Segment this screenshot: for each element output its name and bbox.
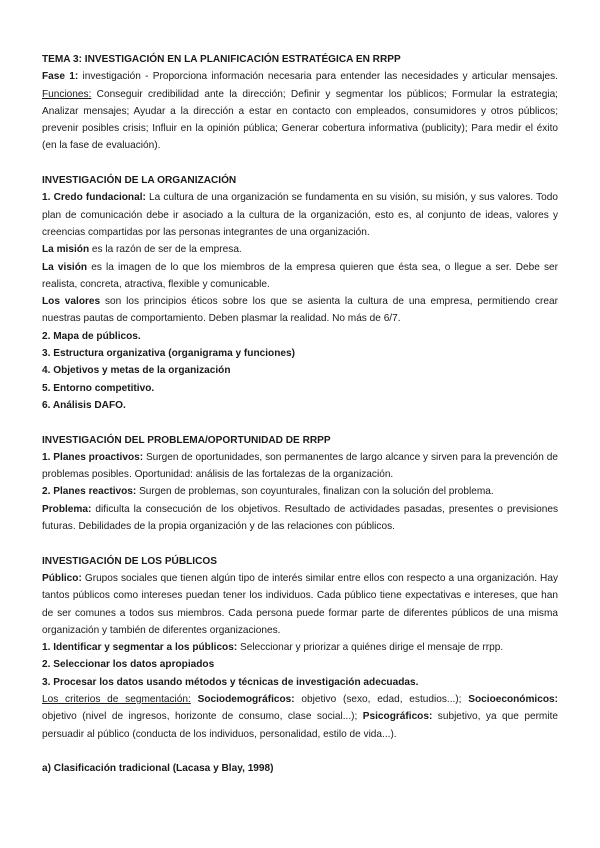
socioeco-label: Socioeconómicos: xyxy=(468,693,558,705)
valores-paragraph xyxy=(42,293,558,328)
socio-text: objetivo (sexo, edad, estudios...); xyxy=(294,693,469,705)
valores-text: son los principios éticos sobre los que se asienta la cultura de una empresa, permitiendo crear nuestras pautas de comportamiento. Deben plasmar la realidad. No más de 6/7. xyxy=(42,296,558,325)
org-item: 5. Entorno competitivo. xyxy=(42,382,155,394)
funciones-label: Funciones: xyxy=(42,88,92,100)
reactivos-text: Surgen de problemas, son coyunturales, finalizan con la solución del problema. xyxy=(136,486,494,498)
valores-label: Los valores xyxy=(42,296,101,308)
problema-label: Problema: xyxy=(42,503,92,515)
reactivos-label: 2. Planes reactivos: xyxy=(42,486,137,498)
psico-text: subjetivo, ya que permite persuadir al público (conducta de los individuos, personalidad, estilo de vida...). xyxy=(42,711,558,740)
vision-label: La visión xyxy=(42,261,88,273)
psico-label: Psicográficos: xyxy=(362,711,433,723)
credo-text: La cultura de una organización se fundamenta en su visión, su misión, y sus valores. Todo plan de comunicación debe ir asociado a la cultura de la organización, esto es, al conjunto de ideas, valores y creencias compartidas por las personas integrantes de una organización. xyxy=(42,192,558,238)
problema-heading: INVESTIGACIÓN DEL PROBLEMA/OPORTUNIDAD DE RRPP xyxy=(42,434,331,446)
org-item: 4. Objetivos y metas de la organización xyxy=(42,365,231,377)
step1-label: 1. Identificar y segmentar a los públicos: xyxy=(42,642,238,654)
clasificacion-heading: a) Clasificación tradicional (Lacasa y Blay, 1998) xyxy=(42,763,274,775)
fase1-paragraph xyxy=(42,68,558,154)
publico-text: Grupos sociales que tienen algún tipo de interés similar entre ellos con respecto a una organización. Hay tantos públicos como intereses puedan tener los individuos. Cada público tiene expectativas e intereses, que han de ser comunes a todos sus miembros. Cada persona puede formar parte de diferentes públicos de una misma organización y también de diferentes organizaciones. xyxy=(42,572,558,636)
step1-text: Seleccionar y priorizar a quiénes dirige el mensaje de rrpp. xyxy=(237,642,504,654)
credo-label: 1. Credo fundacional: xyxy=(42,192,146,204)
step2-paragraph: 2. Seleccionar los datos apropiados xyxy=(42,659,215,671)
publico-label: Público: xyxy=(42,572,82,584)
proactivos-paragraph xyxy=(42,449,558,484)
publico-paragraph xyxy=(42,570,558,639)
mision-text: es la razón de ser de la empresa. xyxy=(89,244,242,256)
fase1-intro: investigación - Proporciona información necesaria para entender las necesidades y articular mensajes. xyxy=(78,71,558,83)
reactivos-paragraph xyxy=(42,483,558,500)
proactivos-text: Surgen de oportunidades, son permanentes de largo alcance y sirven para la prevención de problemas posibles. Oportunidad: análisis de las fortalezas de la organización. xyxy=(42,451,558,481)
org-item: 2. Mapa de públicos. xyxy=(42,330,141,342)
fase1-label: Fase 1: xyxy=(42,71,79,83)
socio-label: Sociodemográficos: xyxy=(197,693,295,705)
org-item: 6. Análisis DAFO. xyxy=(42,399,126,411)
org-item: 3. Estructura organizativa (organigrama y funciones) xyxy=(42,348,295,360)
criterios-label: Los criterios de segmentación: xyxy=(42,693,191,705)
problema-paragraph xyxy=(42,501,558,536)
publicos-heading: INVESTIGACIÓN DE LOS PÚBLICOS xyxy=(42,555,217,567)
funciones-text: Conseguir credibilidad ante la dirección; Definir y segmentar los públicos; Formular la estrategia; Analizar mensajes; Ayudar a la dirección a estar en contacto con empleados, consumidores y otros públicos; prevenir posibles crisis; Influir en la opinión pública; Generar cobertura informativa (publicity); Para medir el éxito (en la fase de evaluación). xyxy=(42,88,558,152)
mision-label: La misión xyxy=(42,244,90,256)
proactivos-label: 1. Planes proactivos: xyxy=(42,451,144,463)
org-heading: INVESTIGACIÓN DE LA ORGANIZACIÓN xyxy=(42,175,237,187)
step3-paragraph: 3. Procesar los datos usando métodos y técnicas de investigación adecuadas. xyxy=(42,676,419,688)
credo-paragraph xyxy=(42,189,558,241)
vision-paragraph xyxy=(42,259,558,294)
step1-paragraph xyxy=(42,639,558,656)
socioeco-text: objetivo (nivel de ingresos, horizonte de consumo, clase social...); xyxy=(42,711,363,723)
problema-text: dificulta la consecución de los objetivos. Resultado de actividades pasadas, presentes o previsiones futuras. Debilidades de la propia organización y de las relaciones con públicos. xyxy=(42,503,558,533)
criterios-paragraph xyxy=(42,691,558,743)
mision-paragraph xyxy=(42,241,558,258)
vision-text: es la imagen de lo que los miembros de la empresa quieren que ésta sea, o llegue a ser. Debe ser realista, concreta, atractiva, flexible y comunicable. xyxy=(42,261,558,290)
document-title: TEMA 3: INVESTIGACIÓN EN LA PLANIFICACIÓN ESTRATÉGICA EN RRPP xyxy=(42,54,401,65)
